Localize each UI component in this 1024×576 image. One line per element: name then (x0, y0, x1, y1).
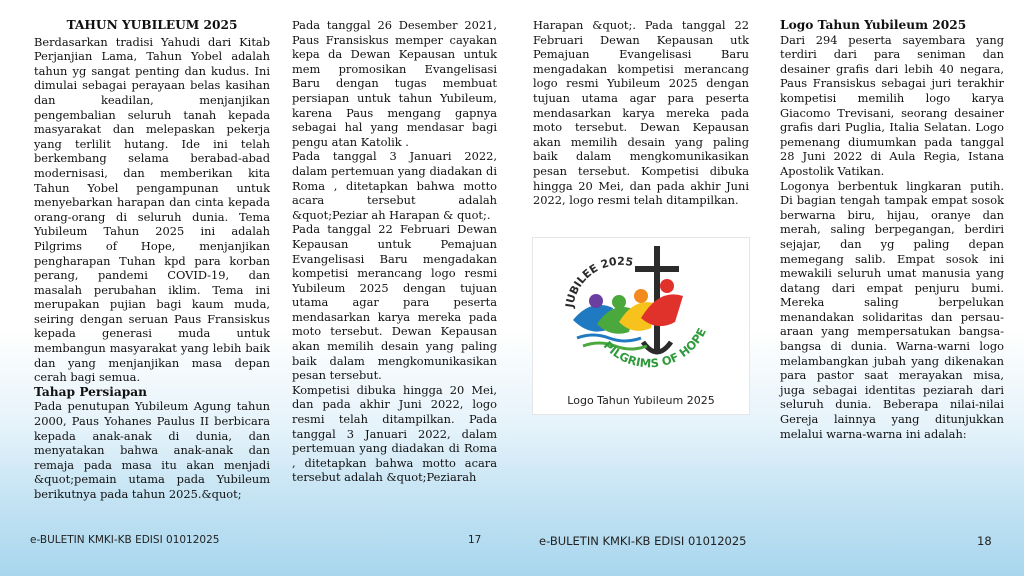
paragraph-januari: Pada tanggal 3 Januari 2022, dalam pertemuan yang diadakan di Roma , ditetapkan bahwa motto acara tersebut adalah &quot;Peziar ah Harapan & quot;. (292, 149, 497, 222)
paragraph-intro: Berdasarkan tradisi Yahudi dari Kitab Perjanjian Lama, Tahun Yobel adalah tahun yg sangat penting dan kudus. Ini dimulai sebagai perayaan belas kasihan dan keadilan, menjanjikan pengembalian seluruh tanah kepada masyarakat dan melepaskan pekerja yang terlilit hutang. Ide ini telah berkembang selama berabad-abad modernisasi, dan memberikan kita Tahun Yobel pengampunan untuk menyebarkan harapan dan cinta kepada orang-orang di seluruh dunia. Tema Yubileum Tahun 2025 ini adalah Pilgrims of Hope, menjanjikan pengharapan Tuhan kpd para korban perang, pandemi COVID-19, dan masalah perubahan iklim. Tema ini merupakan pujian bagi kaum muda, seiring dengan seruan Paus Fransiskus kepada generasi muda untuk membangun masyarakat yang lebih baik dan yang menjanjikan masa depan cerah bagi semua. (34, 34, 270, 385)
page-number-right: 18 (977, 534, 992, 548)
paragraph-persiapan: Pada penutupan Yubileum Agung tahun 2000, Paus Yohanes Paulus II berbicara kepada anak-anak di dunia, dan menyatakan bahwa anak-anak dan remaja pada masa itu akan menjadi &quot;pemain utama pada Yubileum berikutnya pada tahun 2025.&quot; (34, 399, 270, 501)
logo-arc-text-top: JUBILEE 2025 (563, 254, 635, 309)
paragraph-peserta: Dari 294 peserta sayembara yang terdiri dari para seniman dan desainer grafis dari lebih 40 negara, Paus Fransiskus sebagai juri terakhir kompetisi memilih logo karya Giacomo Trevisani, seorang desainer grafis dari Puglia, Italia Selatan. Logo pemenang diumumkan pada tanggal 28 Juni 2022 di Aula Regia, Istana Apostolik Vatikan. (780, 32, 1004, 178)
red-figure (641, 294, 683, 326)
footer-bulletin-left: e-BULETIN KMKI-KB EDISI 01012025 (30, 534, 220, 546)
section-heading-persiapan: Tahap Persiapan (34, 384, 148, 399)
paragraph-kompetisi: Kompetisi dibuka hingga 20 Mei, dan pada akhir Juni 2022, logo resmi telah ditampilkan. Pada tanggal 3 Januari 2022, dalam pertemuan yang diadakan di Roma , ditetapkan bahwa motto acara tersebut adalah &quot;Peziarah (292, 382, 497, 485)
logo-arc-text-right: PILGRIMS OF HOPE (600, 325, 709, 371)
cross-icon (654, 246, 660, 350)
article-column-4 (780, 18, 1004, 441)
footer-bulletin-right: e-BULETIN KMKI-KB EDISI 01012025 (539, 534, 747, 548)
section-heading-logo: Logo Tahun Yubileum 2025 (780, 18, 967, 32)
paragraph-logo-description: Logonya berbentuk lingkaran putih. Di bagian tengah tampak empat sosok berwarna biru, hijau, oranye dan merah, saling berpegangan, berdiri sejajar, dan yg paling depan memegang salib. Empat sosok ini mewakili seluruh umat manusia yang datang dari empat penjuru bumi. Mereka saling berpelukan menandakan solidaritas dan persau-araan yang mempersatukan bangsa-bangsa di dunia. Warna-warni logo melambangkan jubah yang dikenakan para pastor saat merayakan misa, juga sebagai identitas peziarah dari seluruh dunia. Beberapa nilai-nilai Gereja lainnya yang ditunjukkan melalui warna-warna ini adalah: (780, 178, 1004, 441)
article-column-1 (34, 18, 270, 502)
article-column-2 (292, 18, 497, 485)
jubilee-logo-figure (532, 237, 750, 415)
article-column-3 (533, 18, 749, 208)
page-number-left: 17 (468, 534, 482, 546)
paragraph-desember: Pada tanggal 26 Desember 2021, Paus Fransiskus memper cayakan kepa da Dewan Kepausan untuk mem promosikan Evangelisasi Baru dengan tugas membuat persiapan untuk tahun Yubileum, karena Paus mengang gapnya sebagai hal yang mendasar bagi pengu atan Katolik . (292, 18, 497, 149)
paragraph-continued: Harapan &quot;. Pada tanggal 22 Februari Dewan Kepausan utk Pemajuan Evangelisasi Baru mengadakan kompetisi merancang logo resmi Yubileum 2025 dengan tujuan utama agar para peserta mendasarkan karya mereka pada moto tersebut. Dewan Kepausan akan memilih desain yang paling baik dalam mengkomunikasikan pesan tersebut. Kompetisi dibuka hingga 20 Mei, dan pada akhir Juni 2022, logo resmi telah ditampilkan. (533, 18, 749, 208)
jubilee-logo-image (533, 238, 749, 388)
logo-caption: Logo Tahun Yubileum 2025 (567, 394, 715, 407)
article-title: TAHUN YUBILEUM 2025 (66, 18, 238, 32)
paragraph-februari: Pada tanggal 22 Februari Dewan Kepausan untuk Pemajuan Evangelisasi Baru mengadakan kompetisi merancang logo resmi Yubileum 2025 dengan tujuan utama agar para peserta mendasarkan karya mereka pada moto tersebut. Dewan Kepausan akan memilih desain yang paling baik dalam mengkomunikasikan pesan tersebut. (292, 222, 497, 383)
